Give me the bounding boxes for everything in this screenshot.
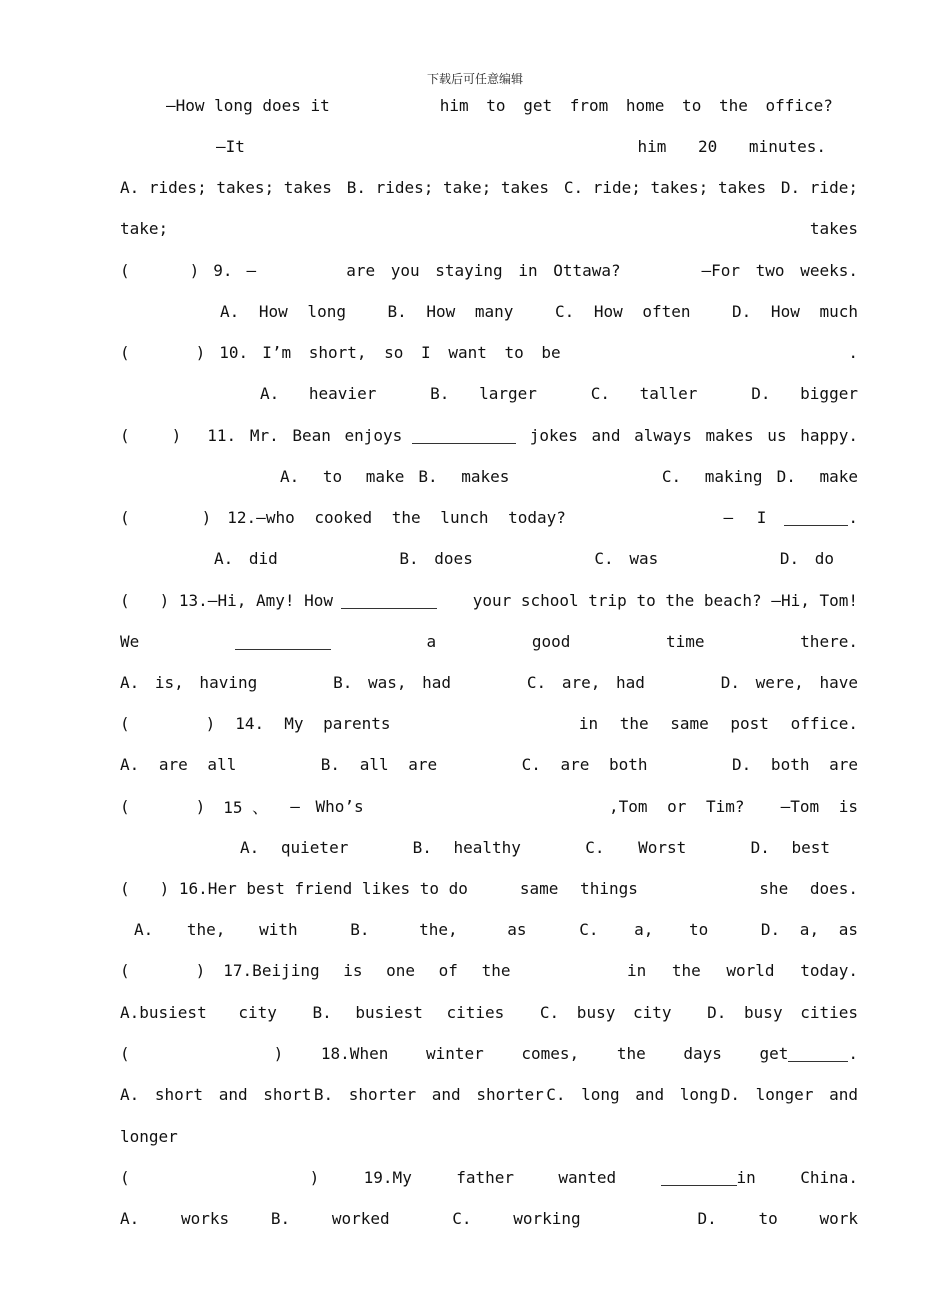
paren-close: ) xyxy=(195,796,206,816)
question-text: My parents xyxy=(284,713,391,733)
question-text: ,Tom or Tim? xyxy=(608,796,745,816)
question-text: 17.Beijing is one of the xyxy=(223,960,511,980)
paren-open: ( xyxy=(120,260,130,280)
question-text: . xyxy=(848,342,858,362)
option-c: C. a, to xyxy=(579,919,709,939)
paren-close: ) xyxy=(205,713,216,733)
question-text: 12.—who cooked the lunch today? xyxy=(227,507,566,527)
options-line xyxy=(120,1082,858,1106)
paren-close: ) xyxy=(201,507,212,527)
question-10 xyxy=(120,340,858,364)
option-d: D. xyxy=(697,1208,717,1228)
question-text: China. xyxy=(800,1167,858,1187)
answer-blank xyxy=(235,633,331,650)
paren-open: ( xyxy=(120,425,130,445)
options-line xyxy=(120,752,858,776)
question-number: 14. xyxy=(235,713,265,733)
question-text: the xyxy=(616,1043,646,1063)
option-d: D. do xyxy=(779,548,834,568)
option-d: D. best xyxy=(750,837,830,857)
paren-open: ( xyxy=(120,342,130,362)
question-text: . xyxy=(848,1043,859,1063)
options-line xyxy=(120,175,858,199)
question-19 xyxy=(120,1165,858,1189)
options-line xyxy=(134,917,858,941)
question-text: there. xyxy=(800,631,858,651)
question-12 xyxy=(120,505,858,529)
question-text: We xyxy=(120,631,140,651)
answer-text: —Tom is xyxy=(780,796,858,816)
paren-open: ( xyxy=(120,590,130,610)
option-c: C. long and long xyxy=(546,1084,719,1104)
option-b: B. was, had xyxy=(333,672,452,692)
question-text: — xyxy=(246,260,257,280)
option-c: C. making xyxy=(661,466,763,486)
option-b: B. does xyxy=(399,548,473,568)
answer-blank xyxy=(341,592,437,609)
question-text: 18.When xyxy=(320,1043,389,1063)
option-c: C. xyxy=(452,1208,472,1228)
paren-open: ( xyxy=(120,1043,130,1063)
option-a: A. heavier xyxy=(260,383,377,403)
paren-open: ( xyxy=(120,796,130,816)
answer-blank xyxy=(412,427,516,444)
question-number: 10. xyxy=(219,342,249,362)
option-b: B. makes xyxy=(418,466,510,486)
question-17 xyxy=(120,958,858,982)
page-header: 下载后可任意编辑 xyxy=(426,72,523,86)
option-a: A. did xyxy=(214,548,278,568)
question-9 xyxy=(120,258,858,282)
question-13-continued xyxy=(120,629,858,653)
question-text: she does. xyxy=(759,878,858,898)
question-15 xyxy=(120,794,858,818)
answer-blank xyxy=(784,509,848,526)
question-18 xyxy=(120,1041,858,1065)
option-b: B. the, as xyxy=(350,919,527,939)
question-text: time xyxy=(666,631,705,651)
option-c: C. taller xyxy=(590,383,698,403)
question-line xyxy=(166,93,858,117)
option-c: working xyxy=(513,1208,581,1228)
option-d: D. make xyxy=(776,466,858,486)
question-text: in the same post office. xyxy=(578,713,858,733)
question-text: winter xyxy=(425,1043,484,1063)
option-d: D. both are xyxy=(732,754,858,774)
question-text: I’m short, so I want to be xyxy=(262,342,561,362)
question-text: —How long does it xyxy=(166,95,330,115)
options-line xyxy=(214,546,834,570)
question-13 xyxy=(120,588,858,612)
options-line xyxy=(120,670,858,694)
question-text: your school trip to the beach? —Hi, Tom! xyxy=(472,590,858,610)
option-a: works xyxy=(180,1208,230,1228)
option-d: D. How much xyxy=(732,301,858,321)
paren-close: ) xyxy=(195,342,206,362)
option-c: C. Worst xyxy=(585,837,687,857)
paren-open: ( xyxy=(120,713,130,733)
options-line xyxy=(120,1206,858,1230)
answer-text: him 20 minutes. xyxy=(637,136,826,156)
option-d: D. busy cities xyxy=(707,1002,858,1022)
option-d-continued: take; xyxy=(120,218,169,238)
question-text: good xyxy=(531,631,571,651)
answer-text: —It xyxy=(216,136,245,156)
option-a: A. is, having xyxy=(120,672,258,692)
option-b: B. How many xyxy=(387,301,514,321)
option-b: B. busiest cities xyxy=(312,1002,505,1022)
option-b: B. all are xyxy=(320,754,438,774)
paren-open: ( xyxy=(120,507,130,527)
option-a: A. are all xyxy=(120,754,237,774)
paren-close: ) xyxy=(273,1043,284,1063)
option-d-continued: longer xyxy=(120,1126,178,1146)
answer-blank xyxy=(788,1045,848,1062)
option-d: work xyxy=(819,1208,858,1228)
question-text: 19.My xyxy=(363,1167,412,1187)
paren-open: ( xyxy=(120,1167,130,1187)
option-d: D. longer and xyxy=(720,1084,858,1104)
options-line xyxy=(220,299,858,323)
option-b: B. xyxy=(270,1208,291,1228)
question-text: — Who’s xyxy=(290,796,364,816)
option-d: D. bigger xyxy=(751,383,858,403)
question-text: 11. Mr. Bean enjoys xyxy=(207,425,403,445)
option-b: B. healthy xyxy=(412,837,521,857)
paren-close: ) xyxy=(189,260,200,280)
option-b: B. shorter and shorter xyxy=(313,1084,544,1104)
option-c: C. are both xyxy=(521,754,648,774)
option-a: A. to make xyxy=(280,466,405,486)
option-c: C. busy city xyxy=(539,1002,672,1022)
paren-close: ) xyxy=(195,960,206,980)
option-a: A. How long xyxy=(220,301,346,321)
question-number: 15 、 xyxy=(223,797,269,817)
question-text: ) 16.Her best friend likes to do xyxy=(159,878,468,898)
question-text: ) 13.—Hi, Amy! How xyxy=(159,590,334,610)
option-c: C. are, had xyxy=(526,672,645,692)
paren-close: ) xyxy=(171,425,182,445)
option-d-continued: takes xyxy=(809,218,858,238)
option-c: C. How often xyxy=(554,301,691,321)
answer-blank xyxy=(661,1169,737,1186)
option-d: to xyxy=(758,1208,778,1228)
option-a: A. xyxy=(120,1208,140,1228)
question-text: comes, xyxy=(521,1043,580,1063)
options-line xyxy=(280,464,858,488)
option-b: worked xyxy=(331,1208,390,1228)
option-b: B. larger xyxy=(430,383,537,403)
question-number: 9. xyxy=(213,260,233,280)
option-a: A. rides; takes; takes xyxy=(120,177,332,197)
option-c: C. ride; takes; takes xyxy=(563,177,767,197)
options-line xyxy=(120,1124,858,1148)
answer-line xyxy=(216,134,826,158)
option-b: B. rides; take; takes xyxy=(346,177,550,197)
option-d: D. a, as xyxy=(760,919,858,939)
question-11 xyxy=(120,423,858,447)
question-text: days xyxy=(683,1043,722,1063)
question-text: in the world today. xyxy=(626,960,858,980)
options-line xyxy=(240,835,830,859)
option-a: A. quieter xyxy=(240,837,349,857)
question-text: same things xyxy=(519,878,638,898)
question-14 xyxy=(120,711,858,735)
paren-open: ( xyxy=(120,878,130,898)
paren-close: ) xyxy=(309,1167,320,1187)
question-text: . xyxy=(848,507,858,527)
answer-text: —For two weeks. xyxy=(701,260,858,280)
question-text: wanted xyxy=(558,1167,617,1187)
option-a: A. short and short xyxy=(120,1084,312,1104)
option-d: D. ride; xyxy=(780,177,858,197)
option-c: C. was xyxy=(594,548,659,568)
options-line xyxy=(120,1000,858,1024)
option-a: A.busiest city xyxy=(120,1002,277,1022)
option-a: A. the, with xyxy=(134,919,298,939)
question-text: in xyxy=(736,1167,756,1187)
question-text: him to get from home to the office? xyxy=(439,95,833,115)
option-d: D. were, have xyxy=(720,672,858,692)
answer-text: — I xyxy=(723,507,767,527)
question-text: get xyxy=(759,1043,789,1063)
paren-open: ( xyxy=(120,960,130,980)
options-line xyxy=(120,216,858,240)
question-text: are you staying in Ottawa? xyxy=(346,260,621,280)
options-line xyxy=(260,381,858,405)
question-16 xyxy=(120,876,858,900)
question-text: jokes and always makes us happy. xyxy=(529,425,858,445)
question-text: father xyxy=(456,1167,514,1187)
question-text: a xyxy=(426,631,437,651)
